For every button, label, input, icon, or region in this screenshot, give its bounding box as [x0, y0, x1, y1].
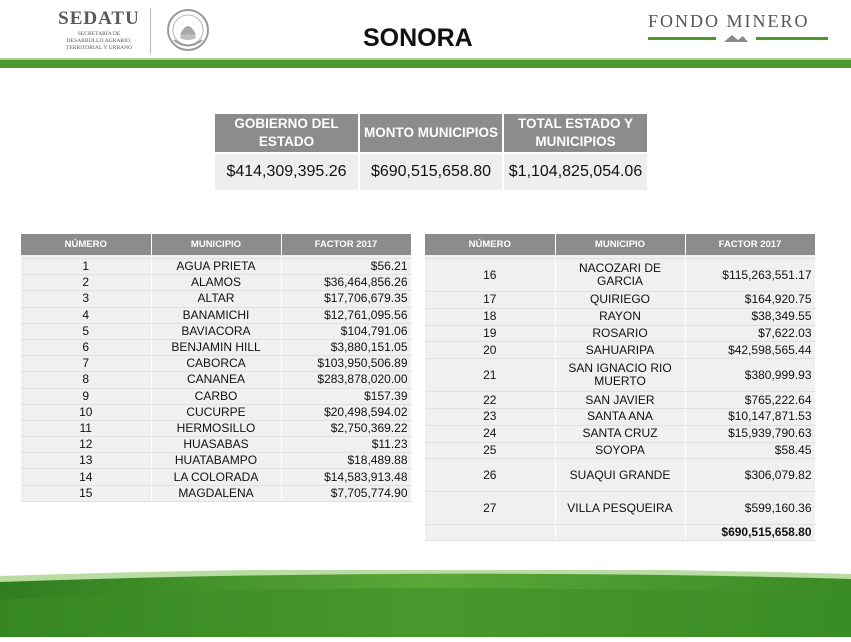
row-number: 24 [425, 425, 555, 442]
row-factor: $306,079.82 [685, 459, 815, 492]
row-factor: $157.39 [281, 388, 411, 404]
summary-value-cell: $414,309,395.26 [215, 153, 359, 190]
row-number: 4 [21, 307, 151, 323]
row-number: 7 [21, 356, 151, 372]
row-municipio: SAN JAVIER [555, 392, 685, 409]
row-number: 1 [21, 259, 151, 275]
table-body [21, 255, 411, 501]
row-number: 12 [21, 437, 151, 453]
row-municipio: SUAQUI GRANDE [555, 459, 685, 492]
table-row [21, 275, 411, 291]
table-row [425, 392, 815, 409]
table-row [425, 308, 815, 325]
row-number: 10 [21, 404, 151, 420]
row-number: 5 [21, 323, 151, 339]
row-number: 9 [21, 388, 151, 404]
row-municipio: CUCURPE [151, 404, 281, 420]
table-row [21, 404, 411, 420]
row-municipio: NACOZARI DE GARCIA [555, 259, 685, 292]
row-number: 13 [21, 453, 151, 469]
row-municipio: SAN IGNACIO RIO MUERTO [555, 359, 685, 392]
municipios-table-left [21, 234, 412, 502]
row-factor: $11.23 [281, 437, 411, 453]
row-municipio: CANANEA [151, 372, 281, 388]
row-number: 23 [425, 408, 555, 425]
row-municipio: ROSARIO [555, 325, 685, 342]
sedatu-subtitle-line: DESARROLLO AGRARIO, [66, 38, 132, 44]
row-factor: $36,464,856.26 [281, 275, 411, 291]
row-municipio: QUIRIEGO [555, 292, 685, 309]
sedatu-subtitle-line: SECRETARÍA DE [77, 31, 121, 37]
row-municipio: HERMOSILLO [151, 420, 281, 436]
row-number: 8 [21, 372, 151, 388]
table-row [21, 485, 411, 501]
table-row [21, 307, 411, 323]
row-factor: $38,349.55 [685, 308, 815, 325]
row-municipio: ALTAR [151, 291, 281, 307]
row-number: 3 [21, 291, 151, 307]
row-number: 18 [425, 308, 555, 325]
column-header: FACTOR 2017 [685, 234, 815, 255]
summary-header-cell: TOTAL ESTADO Y MUNICIPIOS [503, 114, 647, 153]
row-factor: $42,598,565.44 [685, 342, 815, 359]
row-municipio: BAVIACORA [151, 323, 281, 339]
table-row [21, 388, 411, 404]
total-row [425, 525, 815, 541]
fondo-minero-logo [648, 11, 828, 44]
row-municipio: SANTA ANA [555, 408, 685, 425]
mexico-seal-icon [166, 7, 210, 58]
column-header: FACTOR 2017 [281, 234, 411, 255]
total-value: $690,515,658.80 [685, 525, 815, 541]
table-row [21, 372, 411, 388]
table-row [425, 292, 815, 309]
row-factor: $380,999.93 [685, 359, 815, 392]
row-municipio: BENJAMIN HILL [151, 339, 281, 355]
row-number: 19 [425, 325, 555, 342]
table-body [425, 255, 815, 541]
row-number: 27 [425, 492, 555, 525]
column-header: NÚMERO [21, 234, 151, 255]
row-municipio: VILLA PESQUEIRA [555, 492, 685, 525]
page-header [0, 0, 851, 72]
row-factor: $10,147,871.53 [685, 408, 815, 425]
sedatu-name: SEDATU [58, 8, 140, 29]
row-municipio: SANTA CRUZ [555, 425, 685, 442]
row-municipio: HUASABAS [151, 437, 281, 453]
column-header: MUNICIPIO [555, 234, 685, 255]
table-header-row [21, 234, 411, 255]
row-municipio: AGUA PRIETA [151, 259, 281, 275]
table-row [21, 356, 411, 372]
row-factor: $104,791.06 [281, 323, 411, 339]
row-factor: $7,622.03 [685, 325, 815, 342]
row-municipio: SOYOPA [555, 442, 685, 459]
page-title: SONORA [363, 24, 473, 52]
row-number: 14 [21, 469, 151, 485]
total-empty-cell [555, 525, 685, 541]
header-green-bar [0, 60, 851, 68]
row-factor: $164,920.75 [685, 292, 815, 309]
row-number: 16 [425, 259, 555, 292]
table-row [21, 437, 411, 453]
row-factor: $765,222.64 [685, 392, 815, 409]
row-number: 6 [21, 339, 151, 355]
row-municipio: CABORCA [151, 356, 281, 372]
row-factor: $3,880,151.05 [281, 339, 411, 355]
row-factor: $599,160.36 [685, 492, 815, 525]
table-row [425, 342, 815, 359]
table-row [425, 492, 815, 525]
row-factor: $15,939,790.63 [685, 425, 815, 442]
row-number: 25 [425, 442, 555, 459]
table-row [21, 469, 411, 485]
summary-header-row [215, 114, 647, 153]
row-municipio: BANAMICHI [151, 307, 281, 323]
table-header-row [425, 234, 815, 255]
summary-header-cell: MONTO MUNICIPIOS [359, 114, 503, 153]
sedatu-logo [57, 8, 141, 52]
table-row [21, 291, 411, 307]
table-row [425, 425, 815, 442]
row-number: 2 [21, 275, 151, 291]
row-number: 21 [425, 359, 555, 392]
table-row [425, 408, 815, 425]
row-number: 17 [425, 292, 555, 309]
table-row [21, 453, 411, 469]
table-row [21, 339, 411, 355]
sedatu-subtitle [57, 31, 141, 52]
table-row [425, 259, 815, 292]
column-header: MUNICIPIO [151, 234, 281, 255]
row-factor: $115,263,551.17 [685, 259, 815, 292]
summary-table [215, 114, 647, 190]
row-municipio: CARBO [151, 388, 281, 404]
summary-header-cell: GOBIERNO DEL ESTADO [215, 114, 359, 153]
row-number: 11 [21, 420, 151, 436]
column-header: NÚMERO [425, 234, 555, 255]
row-number: 26 [425, 459, 555, 492]
row-municipio: SAHUARIPA [555, 342, 685, 359]
summary-value-cell: $690,515,658.80 [359, 153, 503, 190]
fondo-minero-text: FONDO MINERO [648, 11, 810, 31]
table-row [425, 325, 815, 342]
row-municipio: HUATABAMPO [151, 453, 281, 469]
row-factor: $2,750,369.22 [281, 420, 411, 436]
table-row [21, 259, 411, 275]
table-row [425, 359, 815, 392]
summary-value-cell: $1,104,825,054.06 [503, 153, 647, 190]
row-factor: $58.45 [685, 442, 815, 459]
table-row [21, 420, 411, 436]
row-factor: $283,878,020.00 [281, 372, 411, 388]
logo-divider [150, 8, 151, 54]
row-factor: $12,761,095.56 [281, 307, 411, 323]
municipios-table-right [425, 234, 816, 541]
row-number: 20 [425, 342, 555, 359]
total-empty-cell [425, 525, 555, 541]
row-factor: $17,706,679.35 [281, 291, 411, 307]
row-number: 15 [21, 485, 151, 501]
row-municipio: ALAMOS [151, 275, 281, 291]
sedatu-subtitle-line: TERRITORIAL Y URBANO [65, 45, 133, 51]
footer-band [0, 570, 851, 637]
row-factor: $103,950,506.89 [281, 356, 411, 372]
summary-value-row [215, 153, 647, 190]
fondo-minero-mark-icon [648, 32, 828, 44]
table-row [425, 459, 815, 492]
row-number: 22 [425, 392, 555, 409]
row-factor: $20,498,594.02 [281, 404, 411, 420]
row-municipio: MAGDALENA [151, 485, 281, 501]
row-factor: $14,583,913.48 [281, 469, 411, 485]
row-municipio: RAYON [555, 308, 685, 325]
row-municipio: LA COLORADA [151, 469, 281, 485]
table-row [425, 442, 815, 459]
row-factor: $7,705,774.90 [281, 485, 411, 501]
row-factor: $18,489.88 [281, 453, 411, 469]
row-factor: $56.21 [281, 259, 411, 275]
table-row [21, 323, 411, 339]
